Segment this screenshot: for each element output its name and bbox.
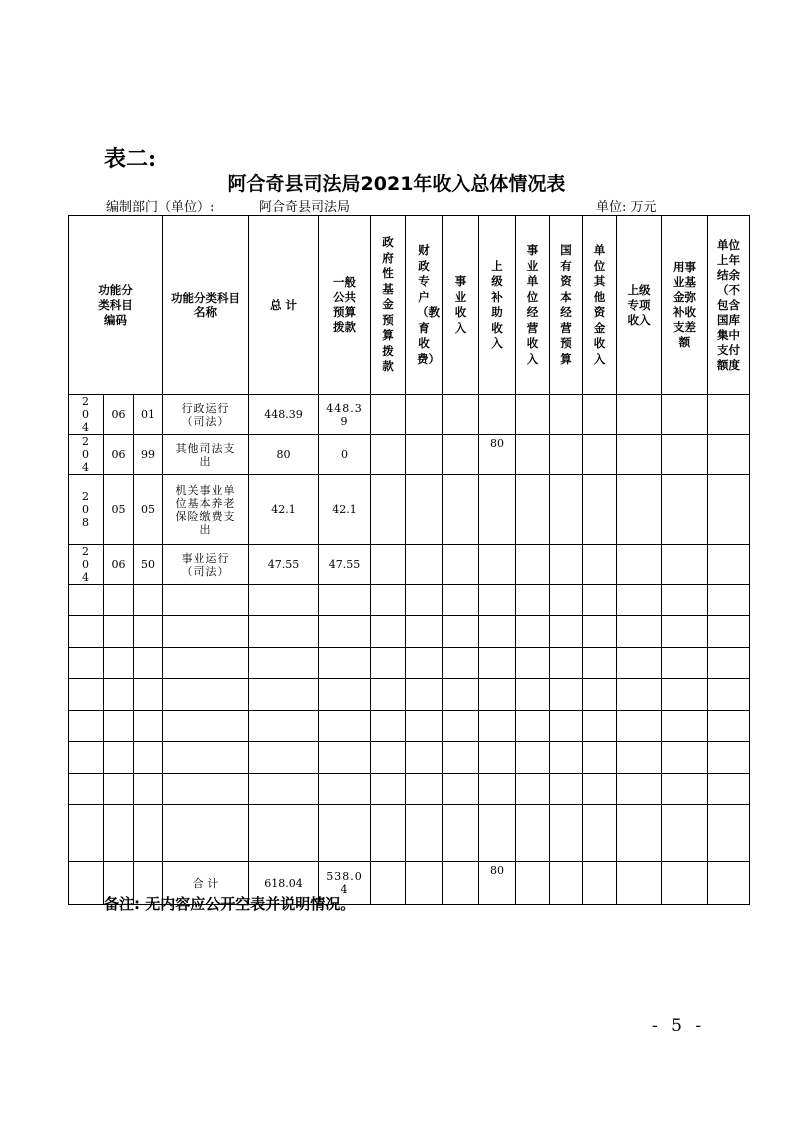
header-row [69, 216, 750, 395]
unit-label: 单位: 万元 [596, 200, 657, 215]
empty-row [69, 742, 750, 774]
total-value: 618.04 [249, 862, 319, 905]
page-title: 阿合奇县司法局2021年收入总体情况表 [227, 173, 566, 195]
table-row: 204 06 99 其他司法支出 80 0 80 [69, 435, 750, 475]
header-superior-special: 上级专项收入 [617, 216, 662, 395]
total-superior-subsidy: 80 [479, 862, 516, 905]
header-fiscal: 财政专户（教育收费） [406, 216, 443, 395]
empty-row [69, 616, 750, 648]
header-superior-subsidy: 上级补助收入 [479, 216, 516, 395]
table-row: 204 06 50 事业运行（司法） 47.55 47.55 [69, 545, 750, 585]
header-gov-fund: 政府性基金预算拨款 [371, 216, 406, 395]
header-name: 功能分类科目名称 [163, 216, 249, 395]
remark-note: 备注: 无内容应公开空表并说明情况。 [104, 895, 356, 913]
header-fund-gap: 用事业基金弥补收支差额 [662, 216, 708, 395]
total-general: 538.04 [319, 862, 371, 905]
empty-row [69, 805, 750, 862]
table-row: 208 05 05 机关事业单位基本养老保险缴费支出 42.1 42.1 [69, 475, 750, 545]
header-code: 功能分类科目编码 [69, 216, 163, 395]
total-label: 合 计 [163, 862, 249, 905]
header-general: 一般公共预算拨款 [319, 216, 371, 395]
page-number: - 5 - [652, 1016, 706, 1036]
header-other-funds: 单位其他资金收入 [583, 216, 617, 395]
empty-row [69, 585, 750, 616]
empty-row [69, 711, 750, 742]
table-row: 204 06 01 行政运行（司法） 448.39 448.39 [69, 395, 750, 435]
compile-dept-name: 阿合奇县司法局 [259, 200, 351, 215]
compile-dept-label: 编制部门（单位）: [106, 200, 215, 215]
header-business: 事业收入 [443, 216, 479, 395]
header-carryover: 单位上年结余（不包含国库集中支付额度 [708, 216, 750, 395]
header-operating: 事业单位经营收入 [516, 216, 550, 395]
empty-row [69, 774, 750, 805]
header-total: 总 计 [249, 216, 319, 395]
table-label: 表二: [104, 146, 157, 172]
income-table [68, 215, 750, 905]
header-state-capital: 国有资本经营预算 [550, 216, 583, 395]
empty-row [69, 648, 750, 679]
empty-row [69, 679, 750, 711]
